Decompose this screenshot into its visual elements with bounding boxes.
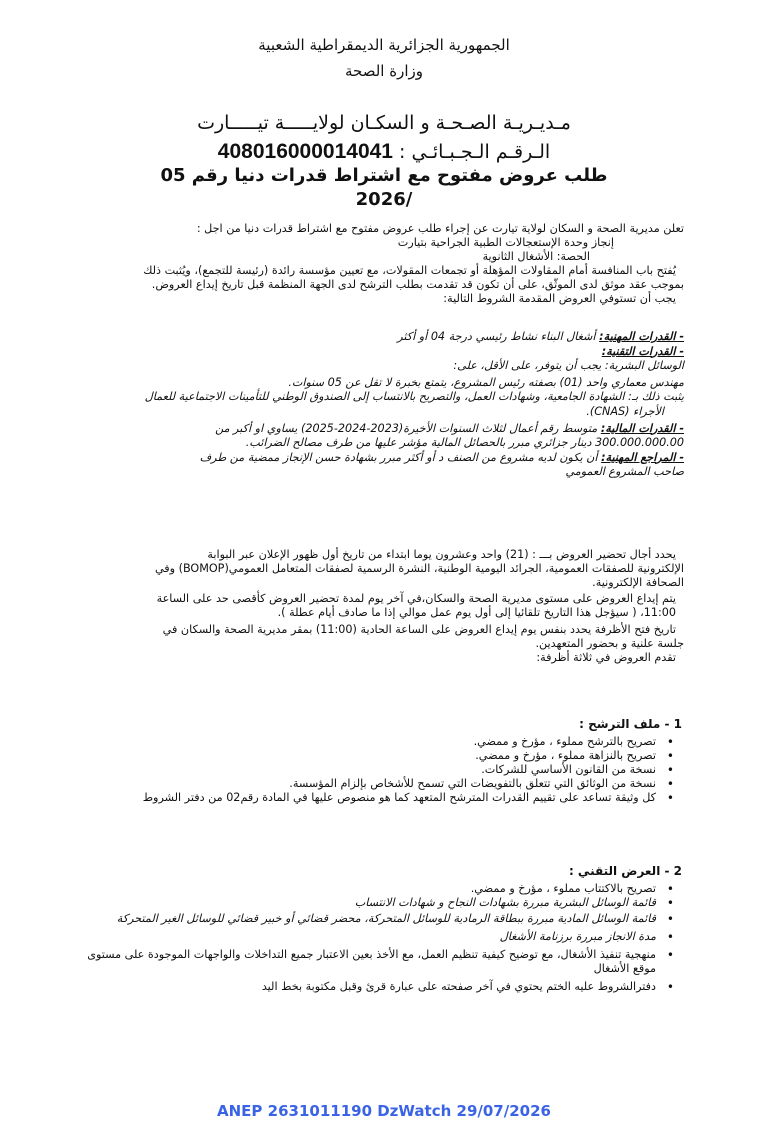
deadline-text: الصحافة الإلكترونية. [592,576,684,589]
deadline-text: تقدم العروض في ثلاثة أظرفة: [536,651,676,664]
section-technical-offer [80,864,682,994]
list-item: • مدة الانجاز مبررة برزنامة الأشغال [80,930,682,944]
intro-line: بموجب عقد موثق لدى الموثّق، على أن تكون قد تقدمت بطلب الترشح لدى الجهة المنظمة قبل تاريخ إيداع العروض. [151,278,684,291]
intro-line: تعلن مديرية الصحة و السكان لولاية تيارت عن إجراء طلب عروض مفتوح مع اشتراط قدرات دنيا من اجل : [196,222,684,235]
deadline-text: يتم إيداع العروض على مستوى مديرية الصحة والسكان،في آخر يوم لمدة تحضير العروض كأقصى حد على الساعة [156,592,676,605]
professional-references [84,451,684,466]
directorate-name: مـديـريـة الصـحـة و السكـان لولايـــــة تيـــــارت [197,112,571,134]
list-item: • تصريح بالترشح مملوء ، مؤرخ و ممضي. [80,735,682,749]
deadline-text: 11:00، ( سيؤجل هذا التاريخ تلقائيا إلى أول يوم عمل موالي إذا ما صادف أيام عطلة ). [277,606,676,619]
notice-title-line2: /2026 [355,189,413,210]
condition-text: الأجراء (CNAS). [586,404,664,418]
intro-line: يُفتح باب المنافسة أمام المقاولات المؤهلة أو تجمعات المقولات، مع تعيين مؤسسة رائدة (رئيسة للتجمع)، ويُثبت ذلك [143,264,676,277]
intro-line: يجب أن تستوفي العروض المقدمة الشروط التالية: [443,292,676,305]
ministry-header: وزارة الصحة [345,62,423,80]
list-item: • كل وثيقة تساعد على تقييم القدرات المترشح المتعهد كما هو منصوص عليها في المادة رقم02 من دفتر الشروط [80,791,682,805]
tax-id-number: 408016000014041 [217,140,393,163]
notice-title-line1: طلب عروض مفتوح مع اشتراط قدرات دنيا رقم 05 [160,165,608,186]
tax-id [0,140,768,164]
deadline-text: الإلكترونية للصفقات العمومية، الجرائد اليومية الوطنية، النشرة الرسمية لصفقات المتعامل العمومي(BOMOP) وفي [154,562,684,575]
section-heading: 2 - العرض التقني : [568,864,682,878]
candidature-list [80,735,682,805]
condition-text: 300.000.000.00 دينار جزائري مبرر بالحصائل المالية مؤشر عليها من طرف مصالح الضرائب. [245,436,684,450]
professional-capacity [84,330,684,345]
footer-reference: ANEP 2631011190 DzWatch 29/07/2026 [217,1102,551,1120]
list-item: • قائمة الوسائل المادية مبررة ببطاقة الرمادية للوسائل المتحركة، محضر قضائي أو خبير قضائي للوسائل الغير المتحركة [80,912,682,926]
condition-text: أن يكون لديه مشروع من الصنف د أو أكثر مبرر بشهادة حسن الإنجاز ممضية من طرف [199,450,602,464]
condition-label: - القدرات التقنية: [601,344,684,358]
list-item: • قائمة الوسائل البشرية مبررة بشهادات النجاح و شهادات الانتساب [80,896,682,910]
section-heading: 1 - ملف الترشح : [579,717,682,731]
condition-label: - القدرات المالية: [600,421,684,435]
deadlines-block [84,548,684,665]
condition-label: - المراجع المهنية: [601,450,684,464]
deadline-text: تاريخ فتح الأظرفة يحدد بنفس يوم إيداع العروض على الساعة الحادية (11:00) بمقر مديرية الصحة والسكان في [162,623,676,636]
condition-text: أشغال البناء نشاط رئيسي درجة 04 أو أكثر [397,330,600,343]
lot-name: الحصة: الأشغال الثانوية [482,250,590,263]
project-name: إنجاز وحدة الإستعجالات الطبية الجراحية بتيارت [397,236,614,249]
condition-text: يثبت ذلك بـ: الشهادة الجامعية، وشهادات العمل، والتصريح بالانتساب إلى الصندوق الوطني للتأمينات الاجتماعية للعمال [144,390,684,404]
condition-text: متوسط رقم أعمال لثلاث السنوات الأخيرة(2023-2024-2025) يساوي او أكبر من [215,421,601,435]
tax-id-label: الـرقـم الـجـبـائـي : [399,141,551,163]
republic-header: الجمهورية الجزائرية الديمقراطية الشعبية [258,36,510,54]
list-item: • نسخة من القانون الأساسي للشركات. [80,763,682,777]
notice-title [0,164,768,212]
condition-text: مهندس معماري واحد (01) بصفته رئيس المشروع، يتمتع بخبرة لا تقل عن 05 سنوات. [288,375,684,389]
technical-list [80,882,682,994]
list-item: • منهجية تنفيذ الأشغال، مع توضيح كيفية تنظيم العمل، مع الأخذ بعين الاعتبار جميع التداخلات والواجهات الموجودة على مستوى موقع الأشغال [80,948,682,976]
deadline-text: يحدد أجال تحضير العروض بـــ : (21) واحد وعشرون يوما ابتداء من تاريخ أول ظهور الإعلان عبر البوابة [207,548,676,561]
list-item: • نسخة من الوثائق التي تتعلق بالتفويضات التي تسمح للأشخاص بإلزام المؤسسة. [80,777,682,791]
conditions-block [84,330,684,480]
section-candidature [80,717,682,805]
condition-text: صاحب المشروع العمومي [565,465,684,479]
financial-capacity [84,422,684,437]
condition-text: الوسائل البشرية: يجب أن يتوفر، على الأقل، على: [453,359,684,373]
intro-block [84,222,684,306]
list-item: • دفترالشروط عليه الختم يحتوي في آخر صفحته على عبارة قرئ وقبل مكتوبة بخط اليد [80,980,682,994]
list-item: • تصريح بالنزاهة مملوء ، مؤرخ و ممضي. [80,749,682,763]
list-item: • تصريح بالاكتتاب مملوء ، مؤرخ و ممضي. [80,882,682,896]
deadline-text: جلسة علنية و بحضور المتعهدين. [535,637,684,650]
condition-label: - القدرات المهنية: [599,330,684,343]
